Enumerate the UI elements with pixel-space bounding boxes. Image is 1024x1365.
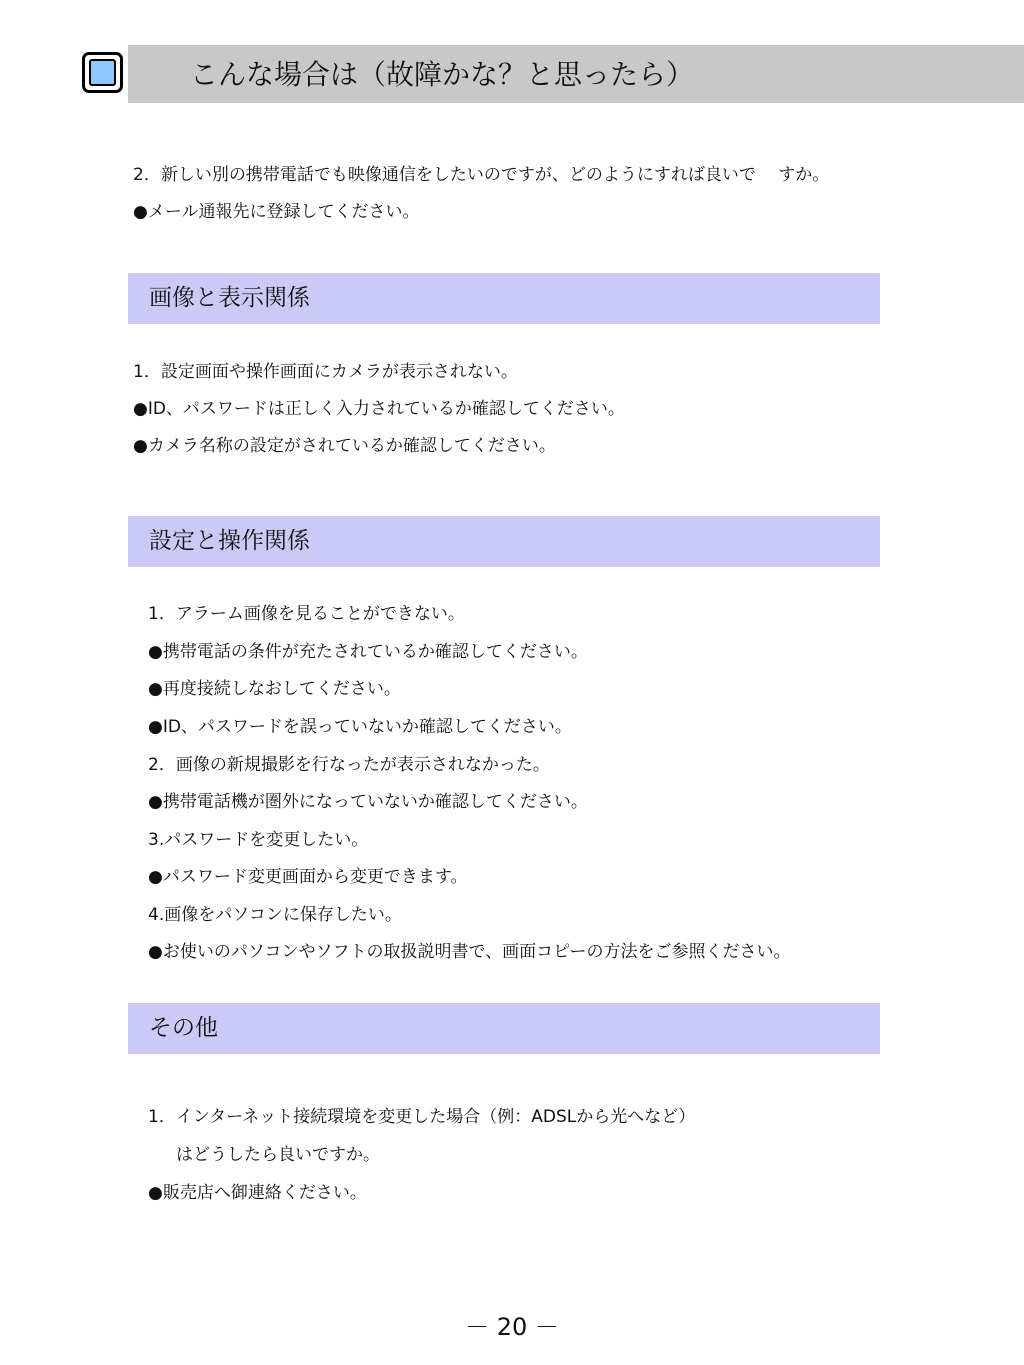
display-answer-2: ●カメラ名称の設定がされているか確認してください。 [133,436,556,456]
settings-line-1: 1．アラーム画像を見ることができない。 [148,604,465,624]
intro-question: 2．新しい別の携帯電話でも映像通信をしたいのですが、どのようにすれば良いで すか。 [133,165,830,185]
display-question-1: 1．設定画面や操作画面にカメラが表示されない。 [133,362,518,382]
settings-line-2: ●携帯電話の条件が充たされているか確認してください。 [148,642,588,662]
intro-answer: ●メール通報先に登録してください。 [133,202,420,222]
display-answer-1: ●ID、パスワードは正しく入力されているか確認してください。 [133,399,625,419]
settings-line-9: 4.画像をパソコンに保存したい。 [148,905,402,925]
other-question-1: 1．インターネット接続環境を変更した場合（例：ADSLから光へなど） [148,1107,696,1127]
other-question-1-cont: はどうしたら良いですか。 [176,1145,380,1165]
settings-line-5: 2．画像の新規撮影を行なったが表示されなかった。 [148,755,550,775]
settings-line-3: ●再度接続しなおしてください。 [148,679,401,699]
settings-line-8: ●パスワード変更画面から変更できます。 [148,867,468,887]
section-title-settings: 設定と操作関係 [149,528,310,554]
section-title-display: 画像と表示関係 [149,285,310,311]
settings-line-10: ●お使いのパソコンやソフトの取扱説明書で、画面コピーの方法をご参照ください。 [148,942,791,962]
section-bar-other [128,1003,880,1054]
settings-line-7: 3.パスワードを変更したい。 [148,830,369,850]
settings-line-4: ●ID、パスワードを誤っていないか確認してください。 [148,717,572,737]
section-title-other: その他 [149,1015,218,1041]
other-answer-1: ●販売店へ御連絡ください。 [148,1183,367,1203]
settings-line-6: ●携帯電話機が圏外になっていないか確認してください。 [148,792,588,812]
page-number: － 20 － [465,1313,559,1341]
page-title: こんな場合は（故障かな？と思ったら） [190,58,695,91]
header-square-icon [82,52,123,93]
